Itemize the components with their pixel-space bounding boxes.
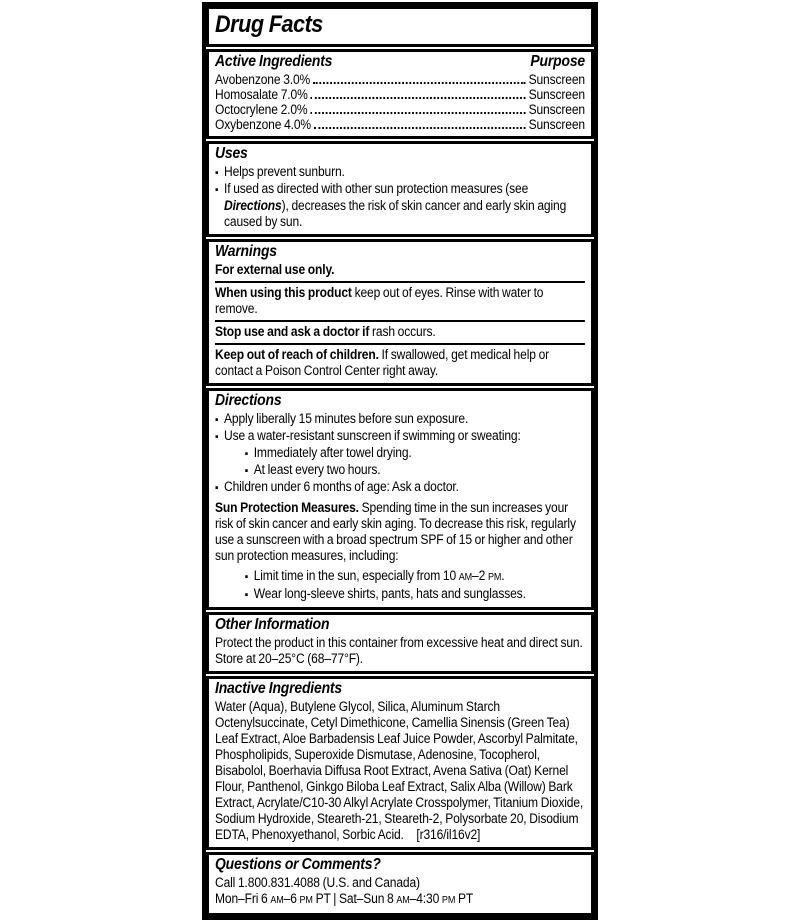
ingredient-purpose: Sunscreen bbox=[528, 102, 585, 117]
directions-sublist bbox=[245, 445, 585, 479]
warning-lead: Stop use and ask a doctor if bbox=[215, 324, 370, 339]
inactive-ingredients-paragraph bbox=[215, 699, 585, 843]
ingredient-name: Oxybenzone 4.0% bbox=[215, 117, 312, 132]
warning-text: If swallowed, get medical help or contact a Poison Control Center right away. bbox=[215, 347, 550, 378]
ingredient-name: Homosalate 7.0% bbox=[215, 87, 308, 102]
section-title bbox=[206, 6, 594, 47]
drug-facts-label bbox=[202, 2, 598, 920]
questions-heading: Questions or Comments? bbox=[215, 856, 381, 873]
directions-list bbox=[215, 411, 585, 445]
ingredient-purpose: Sunscreen bbox=[528, 87, 585, 102]
warning-text: rash occurs. bbox=[369, 324, 436, 339]
dot-leader bbox=[313, 82, 526, 84]
uses-bullet: ▪ Helps prevent sunburn. bbox=[215, 164, 585, 181]
directions-heading: Directions bbox=[215, 392, 282, 409]
ingredient-row bbox=[215, 102, 585, 117]
directions-bullet: ▪ Children under 6 months of age: Ask a doctor. bbox=[215, 479, 585, 496]
warning-row bbox=[215, 347, 585, 379]
warning-lead: When using this product bbox=[215, 285, 352, 300]
dot-leader bbox=[310, 97, 526, 99]
section-other-information bbox=[206, 612, 594, 674]
directions-bullet: ▪ Apply liberally 15 minutes before sun exposure. bbox=[215, 411, 585, 428]
label-revision-code: [r316/il16v2] bbox=[416, 827, 481, 842]
external-use-statement: For external use only. bbox=[215, 262, 335, 277]
active-ingredients-heading: Active Ingredients bbox=[215, 53, 333, 70]
ingredient-row bbox=[215, 87, 585, 102]
directions-list bbox=[215, 479, 585, 496]
other-information-heading: Other Information bbox=[215, 616, 330, 633]
hours-line: Mon–Fri 6 AM–6 PM PT | Sat–Sun 8 AM–4:30 PM PT bbox=[215, 891, 474, 906]
directions-reference: Directions bbox=[224, 198, 282, 213]
uses-bullet-text: ), decreases the risk of skin cancer and early skin aging caused by sun. bbox=[224, 198, 567, 229]
section-active-ingredients bbox=[206, 49, 594, 139]
warning-lead: Keep out of reach of children. bbox=[215, 347, 379, 362]
sun-protection-paragraph bbox=[215, 500, 585, 564]
divider-rule bbox=[215, 343, 585, 345]
other-information-line: Store at 20–25°C (68–77°F). bbox=[215, 651, 364, 666]
ingredient-row bbox=[215, 117, 585, 132]
section-warnings bbox=[206, 239, 594, 386]
sun-protection-bullet: ▪ Wear long-sleeve shirts, pants, hats and sunglasses. bbox=[245, 586, 585, 603]
ingredient-name: Octocrylene 2.0% bbox=[215, 102, 308, 117]
warning-row bbox=[215, 285, 585, 317]
sun-protection-lead: Sun Protection Measures. bbox=[215, 500, 359, 515]
other-information-line: Protect the product in this container from excessive heat and direct sun. bbox=[215, 635, 583, 650]
inactive-ingredients-text: Water (Aqua), Butylene Glycol, Silica, Aluminum Starch Octenylsuccinate, Cetyl Dimethicone, Camellia Sinensis (Green Tea) Leaf Extract, Aloe Barbadensis Leaf Juice Powder, Ascorbyl Palmitate, Phospholipids, Superoxide Dismutase, Adenosine, Tocopherol, Bisabolol, Boerhavia Diffusa Root Extract, Avena Sativa (Oat) Kernel Flour, Panthenol, Ginkgo Biloba Leaf Extract, Salix Alba (Willow) Bark Extract, Acrylate/C10-30 Alkyl Acrylate Crosspolymer, Titanium Dioxide, Sodium Hydroxide, Steareth-21, Steareth-2, Polysorbate 20, Disodium EDTA, Phenoxyethanol, Sorbic Acid. bbox=[215, 699, 584, 842]
warnings-heading: Warnings bbox=[215, 243, 277, 260]
sun-protection-sublist bbox=[245, 568, 585, 603]
section-directions bbox=[206, 388, 594, 610]
divider-rule bbox=[215, 281, 585, 283]
divider-rule bbox=[215, 320, 585, 322]
ingredient-row bbox=[215, 72, 585, 87]
sun-protection-bullet: ▪ Limit time in the sun, especially from 10 AM–2 PM. bbox=[245, 568, 585, 586]
sun-protection-text: Spending time in the sun increases your risk of skin cancer and early skin aging. To decrease this risk, regularly use a sunscreen with a broad spectrum SPF of 15 or higher and other sun protection measures, including: bbox=[215, 500, 576, 563]
ingredient-purpose: Sunscreen bbox=[528, 72, 585, 87]
warning-text: keep out of eyes. Rinse with water to remove. bbox=[215, 285, 544, 316]
dot-leader bbox=[310, 112, 526, 114]
section-uses bbox=[206, 141, 594, 237]
uses-heading: Uses bbox=[215, 145, 248, 162]
phone-line: Call 1.800.831.4088 (U.S. and Canada) bbox=[215, 875, 420, 890]
inactive-ingredients-heading: Inactive Ingredients bbox=[215, 680, 342, 697]
section-inactive-ingredients bbox=[206, 676, 594, 850]
section-questions bbox=[206, 852, 594, 916]
directions-bullet: ▪ Use a water-resistant sunscreen if swimming or sweating: bbox=[215, 428, 585, 445]
uses-bullet bbox=[215, 181, 585, 230]
directions-sub-bullet: ▪ Immediately after towel drying. bbox=[245, 445, 585, 462]
active-ingredients-header-row bbox=[215, 53, 585, 72]
ingredient-name: Avobenzone 3.0% bbox=[215, 72, 311, 87]
purpose-heading: Purpose bbox=[530, 53, 585, 70]
drug-facts-title: Drug Facts bbox=[215, 11, 323, 38]
ingredient-purpose: Sunscreen bbox=[528, 117, 585, 132]
directions-sub-bullet: ▪ At least every two hours. bbox=[245, 462, 585, 479]
warning-row bbox=[215, 324, 585, 340]
dot-leader bbox=[314, 127, 526, 129]
uses-list bbox=[215, 164, 585, 230]
uses-bullet-text: If used as directed with other sun protection measures (see bbox=[224, 181, 529, 196]
